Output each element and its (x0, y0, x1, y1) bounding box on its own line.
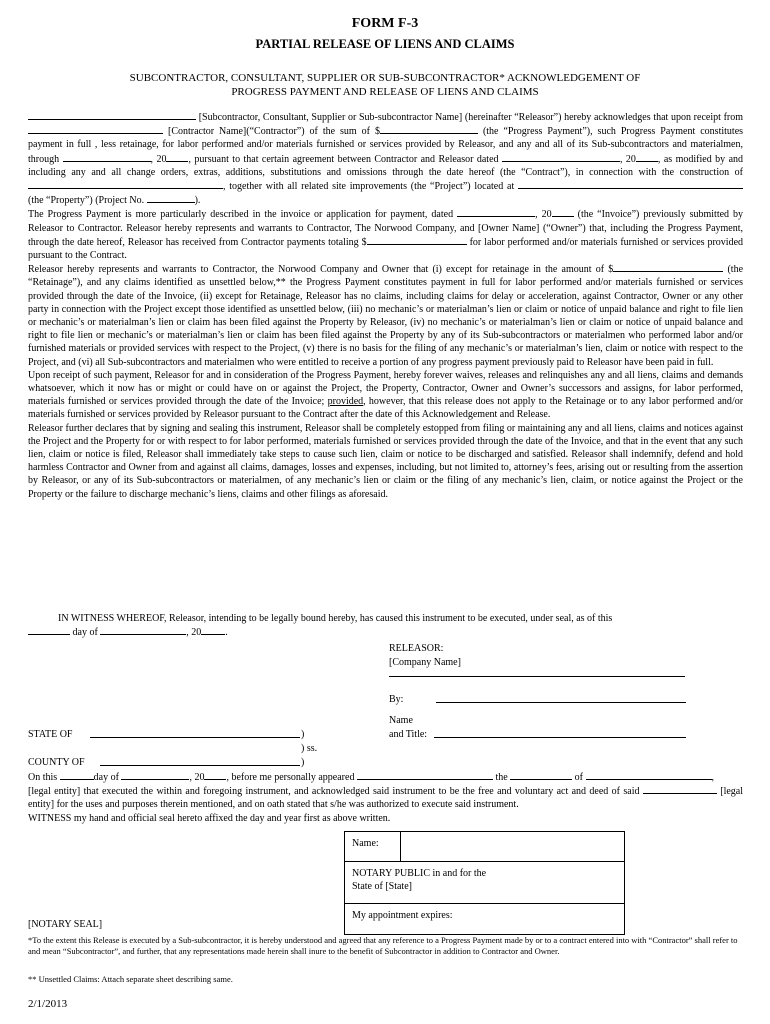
release-body (28, 110, 743, 501)
appeared-person-blank[interactable] (357, 770, 493, 780)
project-number-blank[interactable] (147, 193, 195, 203)
witness-month-blank[interactable] (100, 625, 186, 635)
title-label: and Title: (389, 729, 428, 740)
paragraph-representations: Releasor hereby represents and warrants to Contractor, the Norwood Company and Owner that (i) except for retainage in the amount of $ (the “Retainage”), and any claims identified as unsettled below,** the Progress Payment constitutes payment in full for labor performed and/or materials furnished or services provided through the date of the Invoice, (ii) except for Retainage, Releasor has no claims, including claims for delay or acceleration, against Contractor, Owner or any other party in connection with the Project except those identified as unsettled below, (iii) no mechanic’s or materialman’s lien or claim or notice of unpaid balance and right to file lien or mechanic’s or materialman’s lien or claim has been filed against the Property by Releasor, (iv) no mechanic’s or materialman’s lien or claim or notice of unpaid balance and right to file lien or mechanic’s or materialman’s lien or claim has been filed against the Property by any of its Sub-subcontractors or materialmen who performed labor and/or furnished materials or provided services with respect to the Project, (v) there is no basis for the filing of any mechanic’s or materialman’s lien, claim or notice with respect to the Project, and (vi) all Sub-subcontractors and materialmen who were entitled to receive a portion of any progress payment previously paid to Releasor have been paid in full. (28, 264, 744, 368)
subheading-line-2: PROGRESS PAYMENT AND RELEASE OF LIENS AND CLAIMS (231, 86, 539, 98)
through-year-blank[interactable] (166, 152, 188, 162)
invoice-date-blank[interactable] (457, 207, 535, 217)
person-title-blank[interactable] (510, 770, 572, 780)
witness-year-blank[interactable] (201, 625, 225, 635)
witness-hand-text: WITNESS my hand and official seal hereto affixed the day and year first as above written. (28, 813, 391, 824)
paragraph-estoppel: Releasor further declares that by signing and sealing this instrument, Releasor shall be completely estopped from filing or maintaining any and all liens, claims and notices against the Project and the Property for or with respect to for labor performed, materials furnished or services provided through the date of the Invoice, and that in the event that any such lien, claim or notice is filed, Releasor shall immediately take steps to cause such lien, claim or notice to be discharged and satisfied. Releasor shall indemnify, defend and hold harmless Contractor and Owner from and against all claims, damages, losses and expenses, including, but not limited to, attorney’s fees, arising out or resulting from the assertion by Releasor, or any of its Sub-subcontractors or materialmen, of any mechanic’s lien or claim or the filing of any mechanic’s lien, claim, or notice against the Project or the Property or the failure to discharge mechanic’s liens, claims and other filings as aforesaid. (28, 422, 743, 500)
project-description-blank[interactable] (28, 179, 223, 189)
county-blank[interactable] (100, 756, 300, 766)
acknowledgement-text: [legal entity] that executed the within and foregoing instrument, and acknowledged said instrument to be the free and voluntary act and deed of said [legal entity] for the uses and purposes therein mentioned, and on oath stated that s/he was authorized to execute said instrument. (28, 786, 744, 811)
form-title: FORM F-3 (351, 16, 419, 31)
by-signature-line[interactable] (436, 693, 686, 703)
retainage-amount-blank[interactable] (613, 262, 723, 272)
county-of-label: COUNTY OF (28, 757, 85, 768)
contractor-name-blank[interactable] (28, 124, 163, 134)
ack-month-blank[interactable] (121, 770, 189, 780)
releasor-label: RELEASOR: (389, 643, 444, 654)
company-signature-line[interactable] (389, 676, 685, 677)
witness-day-blank[interactable] (28, 625, 70, 635)
paragraph-progress-payment: The Progress Payment is more particularly described in the invoice or application for payment, dated , 20 (the “Invoice”) previously submitted by Releasor to Contractor. Releasor hereby represents and warrants to Contractor, The Norwood Company, and [Owner Name] (“Owner”) that, including the Progress Payment, through the date hereof, Releasor has received from Contractor payments totaling $ for labor performed and/or materials furnished or services provided pursuant to the Contract. (28, 209, 744, 262)
state-blank[interactable] (90, 728, 300, 738)
paren-1: ) (301, 729, 305, 740)
revision-date: 2/1/2013 (28, 998, 68, 1010)
invoice-year-blank[interactable] (552, 207, 574, 217)
state-of-label: STATE OF (28, 729, 73, 740)
acknowledgement-line: On this day of , 20 , before me personally appeared the of , (28, 772, 715, 783)
entity-name-blank[interactable] (586, 770, 712, 780)
progress-payment-amount-blank[interactable] (380, 124, 478, 134)
payments-total-blank[interactable] (367, 235, 467, 245)
entity-name-blank-2[interactable] (643, 784, 717, 794)
property-location-blank[interactable] (518, 179, 743, 189)
notary-public-cell: NOTARY PUBLIC in and for the State of [State] (345, 862, 624, 904)
paragraph-releasor-acknowledgement: [Subcontractor, Consultant, Supplier or Sub-subcontractor Name] (hereinafter “Releasor”) hereby acknowledges that upon receipt from [Contractor Name](“Contractor”) of the sum of $ (the “Progress Payment”), such Progress Payment constitutes payment in full , less retainage, for labor performed and/or materials furnished or services provided by Releasor, and any and all of its Sub-subcontractors and materialmen, through , 20 , pursuant to that certain agreement between Contractor and Releasor dated , 20 , as modified by and including any and all change orders, extras, additions, substitutions and omissions through the date hereof (the “Contract”), in connection with the construction of , together with all related site improvements (the “Project”) located at (the “Property”) (Project No. ). (28, 112, 744, 207)
paren-2: ) (301, 757, 305, 768)
witness-clause: IN WITNESS WHEREOF, Releasor, intending to be legally bound hereby, has caused this instrument to be executed, under seal, as of this (58, 613, 613, 624)
ack-year-blank[interactable] (204, 770, 226, 780)
agreement-date-blank[interactable] (502, 152, 620, 162)
notary-box-divider (400, 832, 401, 861)
form-subtitle: PARTIAL RELEASE OF LIENS AND CLAIMS (255, 37, 515, 51)
by-label: By: (389, 694, 404, 705)
footnote-unsettled-claims: ** Unsettled Claims: Attach separate sheet describing same. (28, 974, 233, 984)
notary-seal-label: [NOTARY SEAL] (28, 919, 103, 930)
footnote-subcontractor: *To the extent this Release is executed by a Sub-subcontractor, it is hereby understood and agreed that any reference to a Progress Payment made by or to a contract entered into with “Contractor” shall refer to and mean “Subcontractor”, and further, that any representations made herein shall inure to the benefit of Subcontractor in addition to Contractor and Owner. (28, 935, 738, 956)
ss-label: ) ss. (301, 743, 318, 754)
company-name-label: [Company Name] (389, 657, 461, 668)
subheading-line-1: SUBCONTRACTOR, CONSULTANT, SUPPLIER OR SUB-SUBCONTRACTOR* ACKNOWLEDGEMENT OF (129, 72, 641, 84)
paragraph-waiver: Upon receipt of such payment, Releasor for and in consideration of the Progress Payment, hereby forever waives, releases and relinquishes any and all liens, claims and demands whatsoever, which it now has or might or could have on or against the Project, the Property, Contractor, Owner and Owner’s successors and assigns, for labor performed, materials furnished or services provided through the date of the Invoice; provided, however, that this release does not apply to the Retainage or to any labor performed and/or materials furnished or services provided by Releasor pursuant to the Contract after the date of this Acknowledgement and Release. (28, 369, 744, 421)
witness-date-line: day of , 20 . (28, 625, 228, 639)
subheading (60, 71, 710, 99)
name-title-line[interactable] (434, 728, 686, 738)
notary-name-cell[interactable]: Name: (345, 832, 624, 862)
ack-day-blank[interactable] (60, 770, 94, 780)
notary-box (344, 831, 625, 935)
name-label: Name (389, 715, 413, 726)
agreement-year-blank[interactable] (636, 152, 658, 162)
notary-expires-cell[interactable]: My appointment expires: (352, 910, 453, 921)
releasor-name-blank[interactable] (28, 110, 196, 120)
through-date-blank[interactable] (63, 152, 151, 162)
